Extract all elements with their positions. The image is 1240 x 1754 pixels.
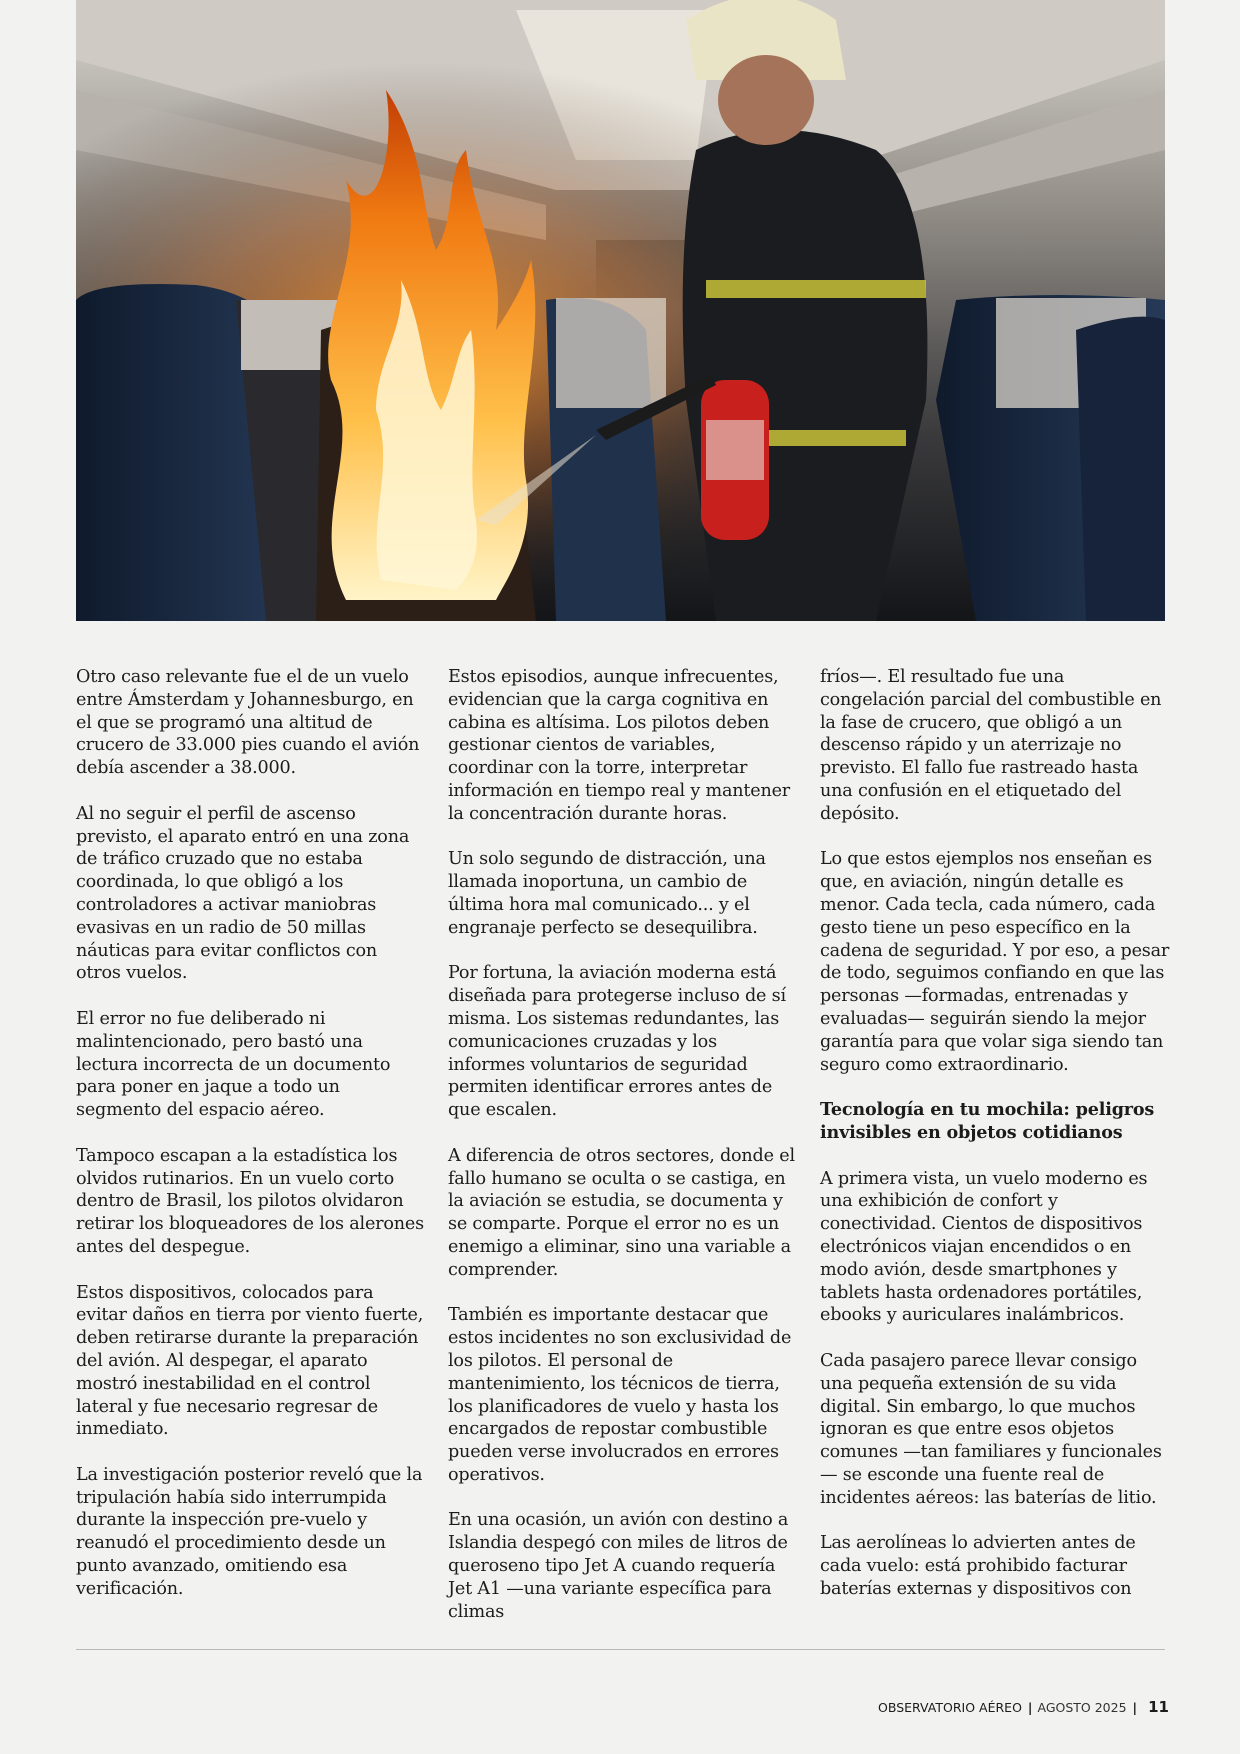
text-column-3	[820, 666, 1170, 1623]
paragraph: Al no seguir el perfil de ascenso previsto, el aparato entró en una zona de tráfico cruzado que no estaba coordinada, lo que obligó a los controladores a activar maniobras evasivas en un radio de 50 millas náuticas para evitar conflictos con otros vuelos.	[76, 803, 410, 984]
issue-date: AGOSTO 2025	[1037, 1700, 1127, 1715]
paragraph: También es importante destacar que estos incidentes no son exclusividad de los pilotos. El personal de mantenimiento, los técnicos de tierra, los planificadores de vuelo y hasta los encargados de repostar combustible pueden verse involucrados en errores operativos.	[448, 1305, 792, 1485]
paragraph: Un solo segundo de distracción, una llamada inoportuna, un cambio de última hora mal comunicado... y el engranaje perfecto se desequilibra.	[448, 849, 766, 938]
section-heading: Tecnología en tu mochila: peligros invisibles en objetos cotidianos	[820, 1099, 1155, 1143]
page-footer	[878, 1698, 1169, 1716]
text-column-1	[76, 666, 426, 1623]
paragraph: Estos episodios, aunque infrecuentes, evidencian que la carga cognitiva en cabina es altísima. Los pilotos deben gestionar cientos de variables, coordinar con la torre, interpretar información en tiempo real y mantener la concentración durante horas.	[448, 667, 791, 824]
paragraph: Estos dispositivos, colocados para evitar daños en tierra por viento fuerte, deben retirarse durante la preparación del avión. Al despegar, el aparato mostró inestabilidad en el control lateral y fue necesario regresar de inmediato.	[76, 1282, 424, 1440]
paragraph: El error no fue deliberado ni malintencionado, pero bastó una lectura incorrecta de un documento para poner en jaque a todo un segmento del espacio aéreo.	[76, 1008, 391, 1121]
paragraph: Otro caso relevante fue el de un vuelo entre Ámsterdam y Johannesburgo, en el que se programó una altitud de crucero de 33.000 pies cuando el avión debía ascender a 38.000.	[76, 667, 420, 779]
paragraph: Las aerolíneas lo advierten antes de cada vuelo: está prohibido facturar baterías externas y dispositivos con	[820, 1533, 1136, 1599]
paragraph: A diferencia de otros sectores, donde el fallo humano se oculta o se castiga, en la aviación se estudia, se documenta y se comparte. Porque el error no es un enemigo a eliminar, sino una variable a comprender.	[448, 1145, 795, 1280]
paragraph: A primera vista, un vuelo moderno es una exhibición de confort y conectividad. Cientos de dispositivos electrónicos viajan encendidos o en modo avión, desde smartphones y tablets hasta ordenadores portátiles, ebooks y auriculares inalámbricos.	[820, 1168, 1148, 1326]
page-number: 11	[1148, 1698, 1169, 1716]
footer-divider	[76, 1649, 1165, 1650]
paragraph: Cada pasajero parece llevar consigo una pequeña extensión de su vida digital. Sin embargo, lo que muchos ignoran es que entre esos objetos comunes —tan familiares y funcionales— se esconde una fuente real de incidentes aéreos: las baterías de litio.	[820, 1350, 1162, 1508]
paragraph: Por fortuna, la aviación moderna está diseñada para protegerse incluso de sí misma. Los sistemas redundantes, las comunicaciones cruzadas y los informes voluntarios de seguridad permiten identificar errores antes de que escalen.	[448, 963, 786, 1121]
hero-image	[76, 0, 1165, 621]
paragraph: Lo que estos ejemplos nos enseñan es que, en aviación, ningún detalle es menor. Cada tecla, cada número, cada gesto tiene un peso específico en la cadena de seguridad. Y por eso, a pesar de todo, seguimos confiando en que las personas —formadas, entrenadas y evaluadas— seguirán siendo la mejor garantía para que volar siga siendo tan seguro como extraordinario.	[820, 849, 1170, 1075]
text-column-2	[448, 666, 798, 1646]
paragraph: En una ocasión, un avión con destino a Islandia despegó con miles de litros de queroseno tipo Jet A cuando requería Jet A1 —una variante específica para climas	[448, 1510, 789, 1622]
footer-separator: |	[1027, 1700, 1033, 1715]
page-separator: |	[1132, 1700, 1138, 1715]
publication-name: OBSERVATORIO AÉREO	[878, 1700, 1022, 1715]
paragraph: fríos—. El resultado fue una congelación parcial del combustible en la fase de crucero, que obligó a un descenso rápido y un aterrizaje no previsto. El fallo fue rastreado hasta una confusión en el etiquetado del depósito.	[820, 667, 1162, 824]
paragraph: Tampoco escapan a la estadística los olvidos rutinarios. En un vuelo corto dentro de Brasil, los pilotos olvidaron retirar los bloqueadores de los alerones antes del despegue.	[76, 1145, 424, 1257]
paragraph: La investigación posterior reveló que la tripulación había sido interrumpida durante la inspección pre-vuelo y reanudó el procedimiento desde un punto avanzado, omitiendo esa verificación.	[76, 1464, 423, 1599]
